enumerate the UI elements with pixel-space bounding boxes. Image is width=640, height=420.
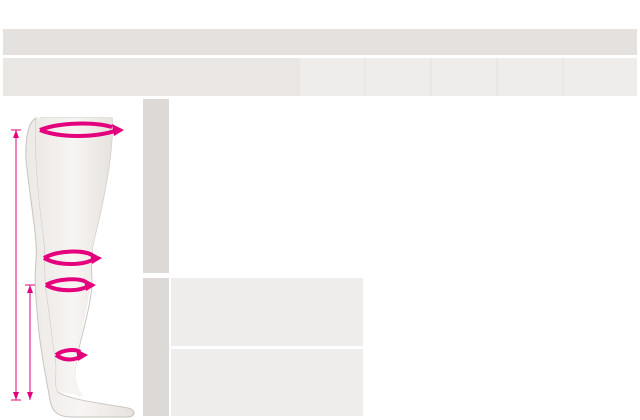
top-row-xxl: [564, 58, 637, 96]
size-header-bar: [3, 29, 637, 55]
length-ad-block: [171, 349, 363, 416]
top-row-m: [366, 58, 430, 96]
top-row-letter: [278, 58, 298, 96]
length-side-bar: [143, 278, 169, 416]
leg-figure: [0, 100, 142, 420]
circumference-side-bar: [143, 99, 169, 273]
top-row-xl: [498, 58, 562, 96]
length-ag-block: [171, 278, 363, 346]
top-row-s: [300, 58, 364, 96]
top-row-l: [432, 58, 496, 96]
